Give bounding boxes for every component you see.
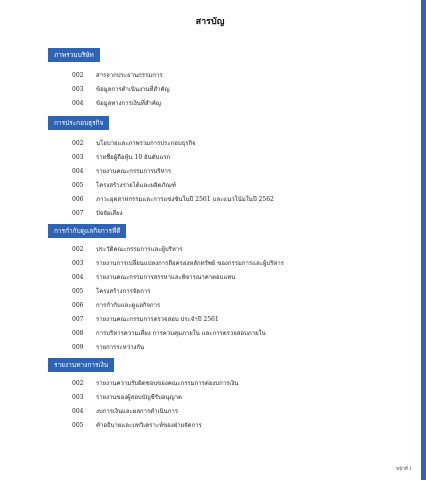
- toc-row[interactable]: [72, 84, 170, 95]
- toc-row[interactable]: [72, 300, 160, 311]
- toc-entry-text: นโยบายและภาพรวมการประกอบธุรกิจ: [96, 140, 196, 147]
- toc-entry-text: การบริหารความเสี่ยง การควบคุมภายใน และการตรวจสอบภายใน: [96, 330, 266, 337]
- section-header-financial-report[interactable]: รายงานทางการเงิน: [48, 358, 114, 372]
- toc-page-number: 002: [72, 140, 84, 147]
- toc-entry-text: รายงานของผู้สอบบัญชีรับอนุญาต: [96, 394, 182, 401]
- toc-row[interactable]: [72, 258, 284, 269]
- toc-page-number: 003: [72, 394, 84, 401]
- toc-page-number: 009: [72, 344, 84, 351]
- toc-row[interactable]: [72, 272, 235, 283]
- toc-row[interactable]: [72, 406, 178, 417]
- toc-row[interactable]: [72, 244, 182, 255]
- page-edge-bar: [421, 0, 426, 480]
- toc-page-number: 002: [72, 380, 84, 387]
- section-header-corporate-governance[interactable]: การกำกับดูแลกิจการที่ดี: [48, 224, 126, 238]
- toc-page-number: 007: [72, 210, 84, 217]
- toc-entry-text: รายงานการเปลี่ยนแปลงการถือครองหลักทรัพย์ ของกรรมการและผู้บริหาร: [96, 260, 284, 267]
- toc-row[interactable]: [72, 152, 170, 163]
- toc-entry-text: ปัจจัยเสี่ยง: [96, 210, 123, 217]
- toc-page-number: 006: [72, 302, 84, 309]
- page-number-footer: หน้าที่ 1: [396, 467, 412, 472]
- toc-page-number: 005: [72, 182, 84, 189]
- toc-entry-text: คำอธิบายและบทวิเคราะห์ของฝ่ายจัดการ: [96, 422, 202, 429]
- toc-page-number: 003: [72, 154, 84, 161]
- toc-row[interactable]: [72, 328, 266, 339]
- toc-page-number: 007: [72, 316, 84, 323]
- toc-page-number: 004: [72, 100, 84, 107]
- section-header-company-overview[interactable]: ภาพรวมบริษัท: [48, 48, 100, 62]
- toc-entry-text: ข้อมูลทางการเงินที่สำคัญ: [96, 100, 162, 107]
- toc-page-number: 004: [72, 408, 84, 415]
- toc-page-number: 002: [72, 72, 84, 79]
- toc-page-number: 006: [72, 196, 84, 203]
- toc-entry-text: โครงสร้างการจัดการ: [96, 288, 151, 295]
- toc-page-number: 004: [72, 168, 84, 175]
- toc-row[interactable]: [72, 342, 144, 353]
- toc-entry-text: ภาวะอุตสาหกรรมและการแข่งขันในปี 2561 และแนวโน้มในปี 2562: [96, 196, 274, 203]
- toc-entry-text: โครงสร้างรายได้และผลิตภัณฑ์: [96, 182, 176, 189]
- toc-row[interactable]: [72, 314, 219, 325]
- toc-page-number: 004: [72, 274, 84, 281]
- toc-row[interactable]: [72, 194, 274, 205]
- toc-page-number: 002: [72, 246, 84, 253]
- toc-row[interactable]: [72, 180, 176, 191]
- toc-entry-text: งบการเงินและผลการดำเนินการ: [96, 408, 178, 415]
- toc-row[interactable]: [72, 70, 162, 81]
- toc-row[interactable]: [72, 138, 196, 149]
- toc-row[interactable]: [72, 166, 171, 177]
- toc-entry-text: ประวัติคณะกรรมการและผู้บริหาร: [96, 246, 183, 253]
- toc-row[interactable]: [72, 378, 238, 389]
- toc-entry-text: การกำกับและดูแลกิจการ: [96, 302, 161, 309]
- toc-page-number: 005: [72, 422, 84, 429]
- toc-entry-text: รายชื่อผู้ถือหุ้น 10 อันดับแรก: [96, 154, 171, 161]
- toc-entry-text: สารจากประธานกรรมการ: [96, 72, 163, 79]
- toc-page-number: 003: [72, 86, 84, 93]
- toc-row[interactable]: [72, 392, 182, 403]
- toc-row[interactable]: [72, 286, 150, 297]
- toc-page-number: 008: [72, 330, 84, 337]
- toc-row[interactable]: [72, 208, 123, 219]
- toc-entry-text: ข้อมูลการดำเนินงานที่สำคัญ: [96, 86, 170, 93]
- section-header-business-operations[interactable]: การประกอบธุรกิจ: [48, 116, 109, 130]
- toc-entry-text: รายงานความรับผิดชอบของคณะกรรมการต่องบการเงิน: [96, 380, 239, 387]
- toc-row[interactable]: [72, 98, 161, 109]
- toc-page-number: 003: [72, 260, 84, 267]
- toc-entry-text: รายงานคณะกรรมการบริหาร: [96, 168, 172, 175]
- toc-row[interactable]: [72, 420, 202, 431]
- toc-entry-text: รายการระหว่างกัน: [96, 344, 145, 351]
- toc-entry-text: รายงานคณะกรรมการตรวจสอบ ประจำปี 2561: [96, 316, 219, 323]
- toc-entry-text: รายงานคณะกรรมการสรรหาและพิจารณาค่าตอบแทน: [96, 274, 236, 281]
- toc-page-number: 005: [72, 288, 84, 295]
- page-title: สารบัญ: [195, 17, 225, 27]
